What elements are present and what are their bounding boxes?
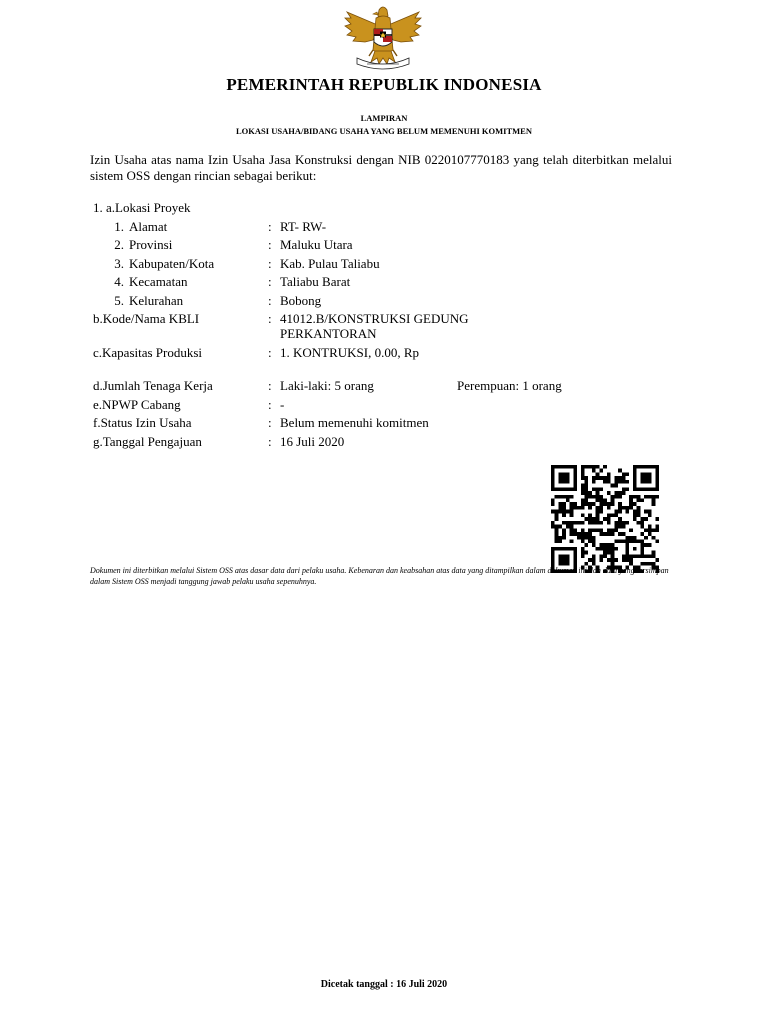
intro-paragraph: Izin Usaha atas nama Izin Usaha Jasa Konstruksi dengan NIB 0220107770183 yang telah diterbitkan melalui sistem OSS dengan rincian sebagai berikut: <box>90 152 672 183</box>
kbli-value-line2: PERKANTORAN <box>280 326 377 341</box>
kelurahan-value: Bobong <box>280 293 322 308</box>
kapasitas-value: 1. KONTRUKSI, 0.00, Rp <box>280 345 420 360</box>
provinsi-value: Maluku Utara <box>280 237 353 252</box>
tanggal-label: g.Tanggal Pengajuan <box>93 434 202 449</box>
colon: : <box>268 311 272 326</box>
colon: : <box>268 345 272 360</box>
lampiran-subtitle: LOKASI USAHA/BIDANG USAHA YANG BELUM MEMENUHI KOMITMEN <box>236 126 532 136</box>
colon: : <box>268 415 272 430</box>
status-value: Belum memenuhi komitmen <box>280 415 429 430</box>
colon: : <box>268 397 272 412</box>
status-label: f.Status Izin Usaha <box>93 415 192 430</box>
provinsi-label: Provinsi <box>129 237 173 252</box>
kelurahan-label: Kelurahan <box>129 293 184 308</box>
document-title: PEMERINTAH REPUBLIK INDONESIA <box>226 75 542 94</box>
npwp-value: - <box>280 397 285 412</box>
colon: : <box>268 219 272 234</box>
item-number: 4. <box>114 274 124 289</box>
tenaga-kerja-laki: Laki-laki: 5 orang <box>280 378 374 393</box>
colon: : <box>268 293 272 308</box>
kecamatan-value: Taliabu Barat <box>280 274 351 289</box>
printed-date: Dicetak tanggal : 16 Juli 2020 <box>320 979 448 990</box>
npwp-label: e.NPWP Cabang <box>93 397 181 412</box>
colon: : <box>268 274 272 289</box>
colon: : <box>268 256 272 271</box>
disclaimer-text: Dokumen ini diterbitkan melalui Sistem OSS atas dasar data dari pelaku usaha. Kebenaran dan keabsahan atas data yang ditampilkan dalam dokumen ini dan data yang tersimpan dalam Sistem OSS menjadi tanggung jawab pelaku usaha sepenuhnya. <box>90 566 669 586</box>
qr-code-icon <box>551 465 659 573</box>
garuda-pancasila-emblem-icon <box>343 4 423 72</box>
kbli-label: b.Kode/Nama KBLI <box>93 311 200 326</box>
kecamatan-label: Kecamatan <box>129 274 188 289</box>
item-number: 2. <box>114 237 124 252</box>
kapasitas-label: c.Kapasitas Produksi <box>93 345 203 360</box>
lokasi-proyek-heading: 1. a.Lokasi Proyek <box>93 200 191 215</box>
colon: : <box>268 378 272 393</box>
colon: : <box>268 237 272 252</box>
kabupaten-value: Kab. Pulau Taliabu <box>280 256 380 271</box>
kbli-value-line1: 41012.B/KONSTRUKSI GEDUNG <box>280 311 469 326</box>
tenaga-kerja-label: d.Jumlah Tenaga Kerja <box>93 378 213 393</box>
kabupaten-label: Kabupaten/Kota <box>129 256 215 271</box>
alamat-label: Alamat <box>129 219 168 234</box>
colon: : <box>268 434 272 449</box>
item-number: 1. <box>114 219 124 234</box>
alamat-value: RT- RW- <box>280 219 327 234</box>
tanggal-value: 16 Juli 2020 <box>280 434 345 449</box>
item-number: 5. <box>114 293 124 308</box>
lampiran-label: LAMPIRAN <box>360 113 408 123</box>
item-number: 3. <box>114 256 124 271</box>
tenaga-kerja-perempuan: Perempuan: 1 orang <box>457 378 562 393</box>
